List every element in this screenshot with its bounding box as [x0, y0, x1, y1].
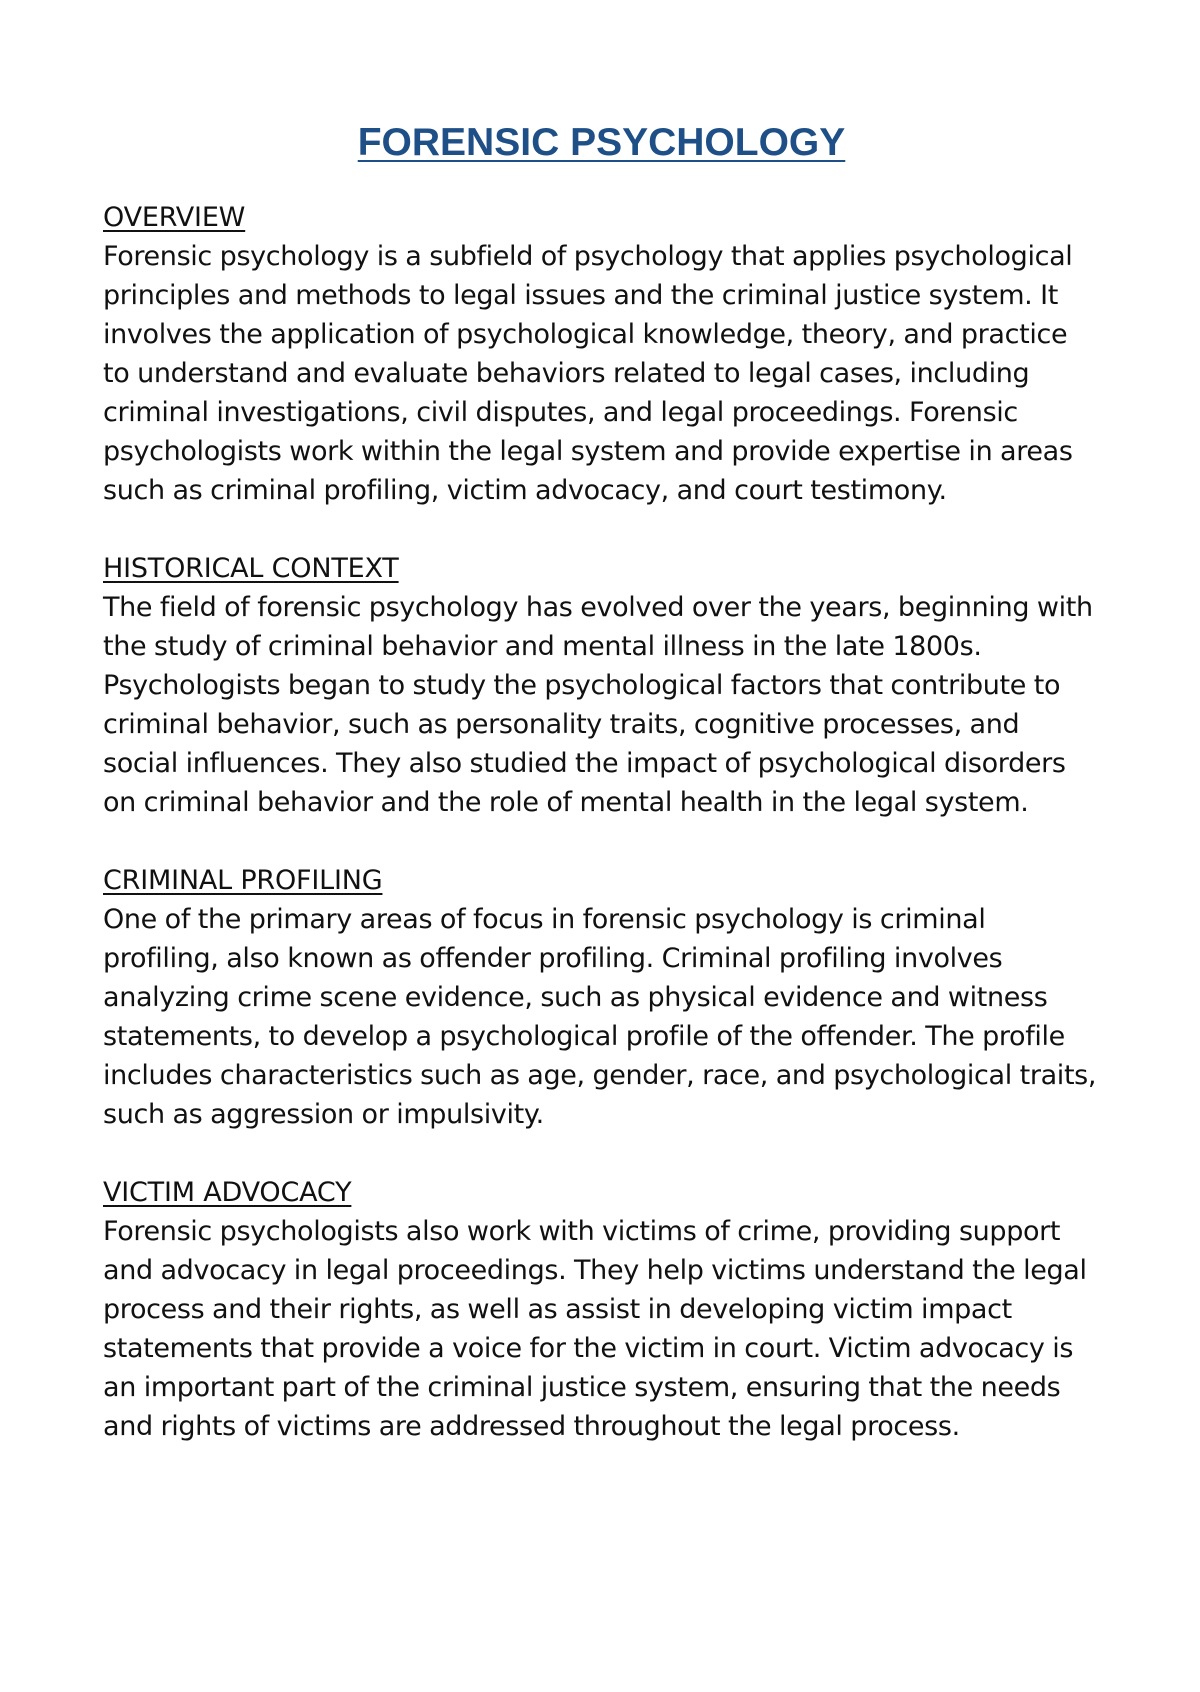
section-heading-overview: OVERVIEW	[103, 202, 246, 233]
section-body-historical-context: The field of forensic psychology has evolved over the years, beginning with the study of criminal behavior and mental illness in the late 1800s. Psychologists began to study the psychological factors that contribute to criminal behavior, such as personality traits, cognitive processes, and social influences. They also studied the impact of psychological disorders on criminal behavior and the role of mental health in the legal system.	[103, 592, 1093, 818]
document-title-text: FORENSIC PSYCHOLOGY	[357, 121, 846, 164]
section-heading-historical-context: HISTORICAL CONTEXT	[103, 553, 399, 584]
section-body-criminal-profiling: One of the primary areas of focus in forensic psychology is criminal profiling, also known as offender profiling. Criminal profiling involves analyzing crime scene evidence, such as physical evidence and witness statements, to develop a psychological profile of the offender. The profile includes characteristics such as age, gender, race, and psychological traits, such as aggression or impulsivity.	[103, 904, 1097, 1130]
section-criminal-profiling	[103, 861, 1100, 1134]
document-sections	[103, 198, 1100, 1446]
section-overview	[103, 198, 1100, 510]
section-victim-advocacy	[103, 1173, 1100, 1446]
section-heading-victim-advocacy: VICTIM ADVOCACY	[103, 1177, 352, 1208]
section-historical-context	[103, 549, 1100, 822]
section-body-overview: Forensic psychology is a subfield of psychology that applies psychological principles and methods to legal issues and the criminal justice system. It involves the application of psychological knowledge, theory, and practice to understand and evaluate behaviors related to legal cases, including criminal investigations, civil disputes, and legal proceedings. Forensic psychologists work within the legal system and provide expertise in areas such as criminal profiling, victim advocacy, and court testimony.	[103, 241, 1073, 506]
section-body-victim-advocacy: Forensic psychologists also work with victims of crime, providing support and advocacy in legal proceedings. They help victims understand the legal process and their rights, as well as assist in developing victim impact statements that provide a voice for the victim in court. Victim advocacy is an important part of the criminal justice system, ensuring that the needs and rights of victims are addressed throughout the legal process.	[103, 1216, 1087, 1442]
section-heading-criminal-profiling: CRIMINAL PROFILING	[103, 865, 383, 896]
document-title	[103, 118, 1100, 168]
